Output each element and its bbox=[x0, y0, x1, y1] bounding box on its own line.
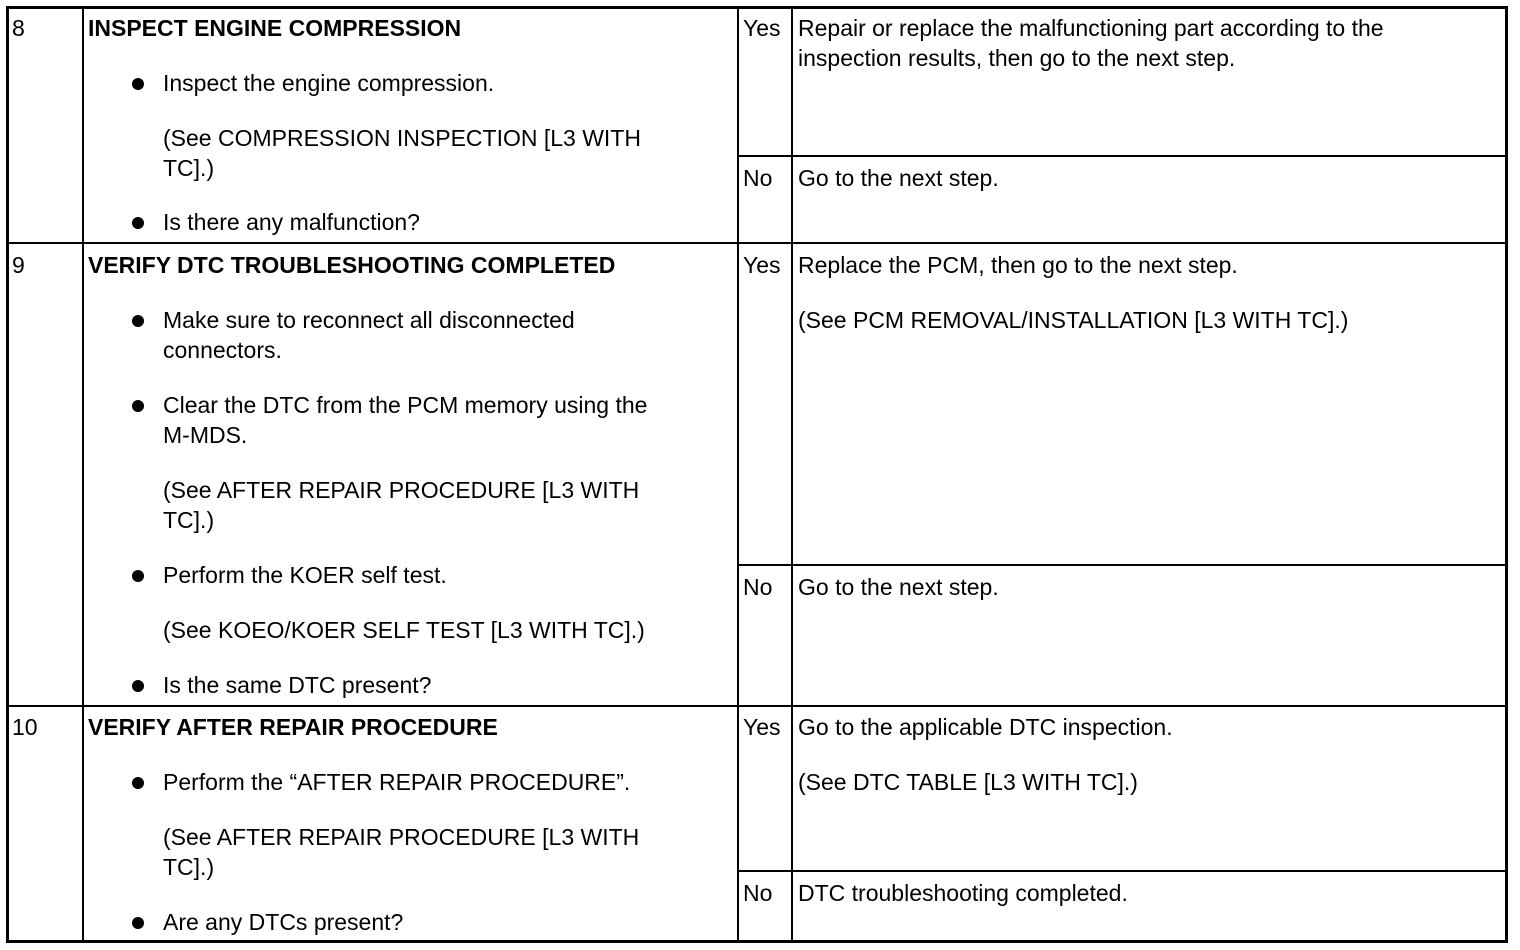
bullet-icon bbox=[132, 217, 144, 229]
yes-result: Replace the PCM, then go to the next step. bbox=[798, 252, 1238, 278]
yes-no-divider-row-10 bbox=[737, 870, 1508, 872]
instruction-item: Is there any malfunction? bbox=[163, 209, 420, 235]
reference-note: (See AFTER REPAIR PROCEDURE [L3 WITH TC].) bbox=[163, 477, 640, 533]
step-number: 9 bbox=[12, 252, 25, 278]
step-number: 8 bbox=[12, 15, 25, 41]
bullet-icon bbox=[132, 680, 144, 692]
bullet-icon bbox=[132, 78, 144, 90]
no-result: Go to the next step. bbox=[798, 165, 999, 191]
yes-reference: (See DTC TABLE [L3 WITH TC].) bbox=[798, 769, 1138, 795]
bullet-icon bbox=[132, 570, 144, 582]
no-result: DTC troubleshooting completed. bbox=[798, 880, 1128, 906]
instruction-item: Make sure to reconnect all disconnected connectors. bbox=[163, 307, 575, 363]
instruction-item: Clear the DTC from the PCM memory using the M-MDS. bbox=[163, 392, 648, 448]
bullet-icon bbox=[132, 917, 144, 929]
yes-no-divider-row-8 bbox=[737, 155, 1508, 157]
reference-note: (See AFTER REPAIR PROCEDURE [L3 WITH TC].) bbox=[163, 824, 640, 880]
column-divider-action bbox=[737, 6, 739, 943]
instruction-item: Perform the KOER self test. bbox=[163, 562, 447, 588]
reference-note: (See KOEO/KOER SELF TEST [L3 WITH TC].) bbox=[163, 617, 645, 643]
yes-label: Yes bbox=[743, 252, 781, 278]
bullet-icon bbox=[132, 400, 144, 412]
step-title: VERIFY DTC TROUBLESHOOTING COMPLETED bbox=[88, 252, 616, 278]
no-label: No bbox=[743, 880, 773, 906]
yes-result: Go to the applicable DTC inspection. bbox=[798, 714, 1173, 740]
table-border-left bbox=[6, 6, 9, 943]
bullet-icon bbox=[132, 777, 144, 789]
bullet-icon bbox=[132, 315, 144, 327]
no-result: Go to the next step. bbox=[798, 574, 999, 600]
yes-no-divider-row-9 bbox=[737, 564, 1508, 566]
instruction-item: Are any DTCs present? bbox=[163, 909, 404, 935]
step-title: VERIFY AFTER REPAIR PROCEDURE bbox=[88, 714, 498, 740]
yes-result: Repair or replace the malfunctioning part according to the inspection results, then go to the next step. bbox=[798, 15, 1384, 71]
instruction-item: Inspect the engine compression. bbox=[163, 70, 495, 96]
yes-reference: (See PCM REMOVAL/INSTALLATION [L3 WITH TC].) bbox=[798, 307, 1349, 333]
table-border-right bbox=[1505, 6, 1508, 943]
yes-label: Yes bbox=[743, 15, 781, 41]
column-divider-step bbox=[82, 6, 84, 943]
row-divider-9-10 bbox=[6, 705, 1508, 707]
row-divider-8-9 bbox=[6, 242, 1508, 244]
instruction-item: Perform the “AFTER REPAIR PROCEDURE”. bbox=[163, 769, 631, 795]
table-border-top bbox=[6, 6, 1508, 9]
table-border-bottom bbox=[6, 940, 1508, 943]
yes-label: Yes bbox=[743, 714, 781, 740]
no-label: No bbox=[743, 574, 773, 600]
column-divider-answer bbox=[791, 6, 793, 943]
instruction-item: Is the same DTC present? bbox=[163, 672, 432, 698]
no-label: No bbox=[743, 165, 773, 191]
step-title: INSPECT ENGINE COMPRESSION bbox=[88, 15, 462, 41]
reference-note: (See COMPRESSION INSPECTION [L3 WITH TC].) bbox=[163, 125, 641, 181]
step-number: 10 bbox=[12, 714, 38, 740]
